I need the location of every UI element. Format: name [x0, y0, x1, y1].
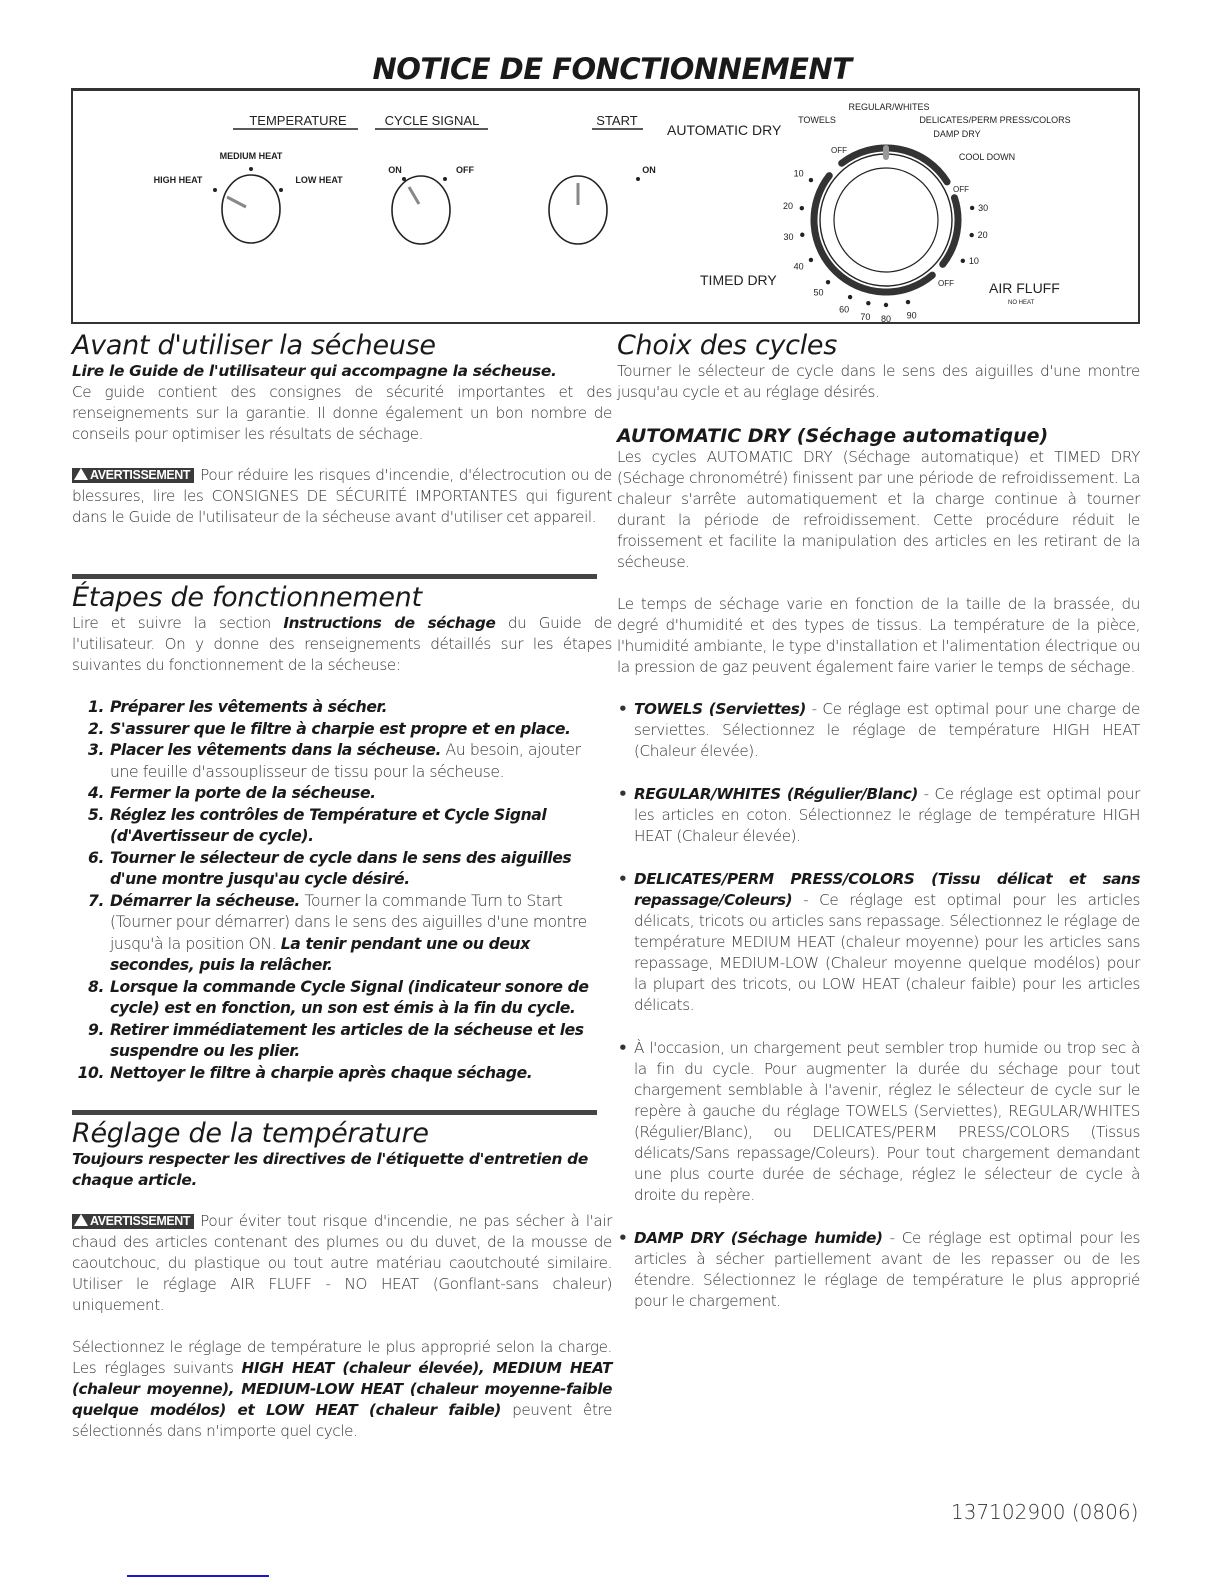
cycle-signal-knob[interactable]: [392, 176, 450, 244]
off-label-top: OFF: [831, 146, 847, 155]
temp-medium-dot: [249, 167, 253, 171]
automatic-dry-para2: Le temps de séchage varie en fonction de la taille de la brassée, du degré d'humidité et des types de tissus. La température de la pièce, l'humidité ambiante, le type d'installation et l'alimentation électrique ou la pression de gaz peuvent également faire varier le temps de séchage.: [617, 595, 1140, 676]
air-fluff-mark-label: 10: [968, 255, 979, 266]
section-temperature: [72, 1118, 612, 1442]
step-item: [72, 977, 612, 1020]
air-fluff-mark-label: 30: [978, 202, 989, 213]
step-bold-text-2: La tenir pendant une ou deux secondes, puis la relâcher.: [110, 934, 530, 974]
step-item: [72, 848, 612, 891]
cycle-signal-on-label: ON: [388, 165, 402, 175]
step-item: [72, 1063, 612, 1085]
cycle-signal-knob-pointer: [409, 187, 419, 204]
step-bold-text: S'assurer que le filtre à charpie est propre et en place.: [110, 719, 571, 738]
step-bold-text: Retirer immédiatement les articles de la sécheuse et les suspendre ou les plier.: [110, 1020, 584, 1060]
timed-dry-mark-dot: [866, 301, 870, 305]
link-underline[interactable]: [127, 1575, 269, 1577]
step-number: 8.: [88, 977, 104, 996]
timed-dry-mark-dot: [800, 233, 804, 237]
start-on-dot: [636, 177, 640, 181]
step-bold-text: Préparer les vêtements à sécher.: [110, 698, 388, 716]
timed-dry-mark-label: 50: [813, 287, 824, 298]
step-number: 5.: [88, 805, 104, 824]
step-number: 6.: [88, 848, 104, 867]
step-bold-text: Nettoyer le filtre à charpie après chaque séchage.: [110, 1063, 533, 1082]
timed-dry-mark-dot: [906, 300, 910, 304]
cycle-bullet-item: [617, 869, 1140, 1016]
temperature-label: TEMPERATURE: [249, 113, 347, 128]
timed-dry-mark-dot: [848, 295, 852, 299]
warning-triangle-icon: [74, 1214, 88, 1226]
step-bold-text: Fermer la porte de la sécheuse.: [110, 784, 376, 802]
steps-list: [72, 697, 612, 1084]
warning-badge: [72, 1214, 194, 1229]
bullet-bold-text: REGULAR/WHITES (Régulier/Blanc): [634, 785, 918, 803]
cycle-bullet-list: [617, 699, 1140, 1312]
step-item: [72, 1020, 612, 1063]
step-item: [72, 805, 612, 848]
step-text: Tourner la commande Turn to Start (Tourner pour démarrer) dans le sens des aiguilles d'une montre jusqu'à la position ON.: [110, 891, 587, 953]
timed-dry-mark-label: 20: [782, 201, 793, 212]
section-steps: [72, 582, 612, 1084]
section-divider: [72, 574, 597, 579]
cycle-selector-pointer: [883, 145, 889, 160]
timed-dry-mark-dot: [826, 280, 830, 284]
temp-low-dot: [279, 188, 283, 192]
cycle-signal-off-label: OFF: [456, 165, 474, 175]
step-bold-text: Démarrer la sécheuse.: [110, 891, 300, 910]
bullet-bold-text: TOWELS (Serviettes): [634, 700, 806, 718]
warning-badge: [72, 468, 194, 483]
control-panel-svg: [73, 91, 1142, 327]
cycle-bullet-item: [617, 1228, 1140, 1312]
temperature-warning: [72, 1211, 612, 1316]
heading-before-use: Avant d'utiliser la sécheuse: [72, 330, 436, 361]
step-number: 10.: [77, 1063, 104, 1082]
start-label: START: [596, 113, 638, 128]
steps-intro: [72, 613, 612, 676]
step-item: [72, 719, 612, 741]
temp-medium-heat-label: MEDIUM HEAT: [219, 151, 283, 161]
timed-dry-mark-label: 80: [880, 314, 892, 324]
cool-down-label: COOL DOWN: [958, 152, 1016, 162]
temperature-para-post: peuvent être sélectionnés dans n'importe quel cycle.: [72, 1401, 613, 1440]
step-number: 7.: [88, 891, 104, 910]
before-use-warning: [72, 465, 612, 528]
steps-intro-post: du Guide de l'utilisateur. On y donne des renseignements détaillés sur les étapes suivantes du fonctionnement de la sécheuse:: [72, 614, 612, 674]
before-use-warning-text: Pour réduire les risques d'incendie, d'électrocution ou de blessures, lire les CONSIGNES DE SÉCURITÉ IMPORTANTES qui figurent dans le Guide de l'utilisateur de la sécheuse avant d'utiliser cet appareil.: [72, 466, 612, 526]
document-code: 137102900 (0806): [951, 1500, 1139, 1524]
temperature-knob-pointer: [227, 197, 246, 207]
timed-dry-mark-dot: [809, 178, 813, 182]
automatic-dry-label: AUTOMATIC DRY: [667, 122, 782, 138]
timed-dry-label: TIMED DRY: [700, 272, 777, 288]
heading-automatic-dry: AUTOMATIC DRY (Séchage automatique): [617, 425, 1049, 447]
bullet-text: - Ce réglage est optimal pour les articles à sécher partiellement avant de les repasser ou de les étendre. Sélectionnez le réglage de température le plus approprié pour le chargement.: [634, 1229, 1140, 1310]
delicates-label: DELICATES/PERM PRESS/COLORS: [919, 115, 1071, 125]
timed-dry-mark-dot: [884, 303, 888, 307]
temperature-para-bold: HIGH HEAT (chaleur élevée), MEDIUM HEAT (chaleur moyenne), MEDIUM-LOW HEAT (chaleur moyenne-faible quelque modélos) et LOW HEAT (chaleur faible): [72, 1359, 613, 1419]
cycle-signal-off-dot: [443, 177, 447, 181]
timed-dry-mark-dot: [800, 206, 804, 210]
bullet-bold-text: DAMP DRY (Séchage humide): [634, 1229, 883, 1247]
bullet-bold-text: DELICATES/PERM PRESS/COLORS (Tissu délicat et sans repassage/Coleurs): [634, 870, 1140, 909]
step-bold-text: Tourner le sélecteur de cycle dans le sens des aiguilles d'une montre jusqu'au cycle désiré.: [110, 848, 572, 888]
cycle-selector-knob[interactable]: [834, 168, 938, 272]
section-divider: [72, 1110, 597, 1115]
bullet-text: - Ce réglage est optimal pour les articles délicats, tricots ou articles sans repassage. Sélectionnez le réglage de température MEDIUM HEAT (chaleur moyenne) pour les articles sans repassage, MEDIUM-LOW (Chaleur moyenne quelque modélos) pour la plupart des tricots, ou LOW HEAT (chaleur faible) pour les articles délicats.: [634, 891, 1140, 1014]
step-item: [72, 783, 612, 805]
before-use-lead: Lire le Guide de l'utilisateur qui accompagne la sécheuse.: [72, 362, 557, 380]
temp-high-dot: [213, 188, 217, 192]
warning-triangle-icon: [74, 468, 88, 480]
automatic-dry-para1: Les cycles AUTOMATIC DRY (Séchage automatique) et TIMED DRY (Séchage chronométré) finissent par une période de refroidissement. La chaleur s'arrête automatiquement et la charge continue à tourner durant la période de refroidissement. Cette procédure réduit le froissement et facilite la manipulation des articles en les retirant de la sécheuse.: [617, 448, 1140, 571]
bullet-text: - Ce réglage est optimal pour une charge de serviettes. Sélectionnez le réglage de température HIGH HEAT (Chaleur élevée).: [634, 700, 1140, 760]
page-title: NOTICE DE FONCTIONNEMENT: [372, 52, 852, 86]
step-number: 1.: [88, 698, 104, 716]
bullet-icon: •: [618, 870, 628, 888]
off-label-bottom: OFF: [938, 279, 954, 288]
step-number: 4.: [88, 784, 104, 802]
control-panel-diagram: [71, 88, 1140, 324]
air-fluff-no-heat-label: NO HEAT: [1008, 300, 1035, 306]
steps-intro-link-text: Instructions de séchage: [283, 614, 496, 632]
temperature-para: [72, 1337, 612, 1442]
timed-dry-mark-label: 60: [839, 304, 850, 315]
off-label-right: OFF: [953, 185, 969, 194]
timed-dry-mark-label: 30: [783, 232, 794, 243]
bullet-icon: •: [618, 1039, 628, 1057]
cycles-intro: Tourner le sélecteur de cycle dans le sens des aiguilles d'une montre jusqu'au cycle et au réglage désirés.: [617, 362, 1140, 401]
heading-cycles: Choix des cycles: [617, 330, 837, 361]
step-item: [72, 697, 612, 719]
step-text: Au besoin, ajouter une feuille d'assouplisseur de tissu pour la sécheuse.: [110, 741, 581, 781]
cycle-bullet-item: [617, 784, 1140, 847]
cycle-selector-outer-ring: [820, 154, 952, 286]
step-item: [72, 891, 612, 977]
temperature-lead: Toujours respecter les directives de l'étiquette d'entretien de chaque article.: [72, 1150, 589, 1189]
step-bold-text: Lorsque la commande Cycle Signal (indicateur sonore de cycle) est en fonction, un son est émis à la fin du cycle.: [110, 977, 589, 1017]
steps-intro-pre: Lire et suivre la section: [72, 614, 284, 632]
towels-label: TOWELS: [798, 115, 836, 125]
air-fluff-mark-dot: [969, 233, 973, 237]
step-number: 2.: [88, 719, 104, 738]
heading-temperature: Réglage de la température: [72, 1118, 429, 1149]
bullet-text: À l'occasion, un chargement peut sembler trop humide ou trop sec à la fin du cycle. Pour augmenter la durée du séchage pour tout chargement semblable à l'avenir, réglez le sélecteur de cycle sur le repère à gauche du réglage TOWELS (Serviettes), REGULAR/WHITES (Régulier/Blanc), ou DELICATES/PERM PRESS/COLORS (Tissus délicats/Sans repassage/Coleurs). Pour tout chargement demandant une plus courte durée de séchage, réglez le sélecteur de cycle à droite du repère.: [634, 1039, 1140, 1204]
temp-low-heat-label: LOW HEAT: [295, 175, 343, 185]
step-bold-text: Placer les vêtements dans la sécheuse.: [110, 741, 441, 759]
warning-badge-text: AVERTISSEMENT: [90, 1214, 191, 1228]
cycle-bullet-item: [617, 1038, 1140, 1206]
timed-dry-mark-dot: [809, 258, 813, 262]
step-item: [72, 740, 612, 783]
temperature-para-pre: Sélectionnez le réglage de température le plus approprié selon la charge. Les réglages suivants: [72, 1338, 612, 1377]
bullet-text: - Ce réglage est optimal pour les articles en coton. Sélectionnez le réglage de température HIGH HEAT (Chaleur élevée).: [634, 785, 1140, 845]
damp-dry-label: DAMP DRY: [933, 129, 981, 139]
warning-badge-text: AVERTISSEMENT: [90, 468, 191, 482]
temp-high-heat-label: HIGH HEAT: [153, 175, 203, 185]
start-on-label: ON: [642, 165, 656, 175]
step-number: 9.: [88, 1020, 104, 1039]
section-cycles: [617, 330, 1140, 1334]
temperature-warning-text: Pour éviter tout risque d'incendie, ne pas sécher à l'air chaud des articles contenant des plumes ou du duvet, de la mousse de caoutchouc, du plastique ou tout autre matériau caoutchouté similaire. Utiliser le réglage AIR FLUFF - NO HEAT (Gonflant-sans chaleur) uniquement.: [72, 1212, 612, 1314]
temperature-knob[interactable]: [222, 175, 280, 243]
heading-steps: Étapes de fonctionnement: [72, 582, 422, 613]
timed-dry-mark-label: 40: [793, 261, 804, 272]
air-fluff-mark-dot: [970, 206, 974, 210]
timed-dry-mark-label: 70: [860, 311, 871, 322]
timed-dry-mark-label: 90: [906, 310, 917, 321]
section-before-use: [72, 330, 612, 528]
air-fluff-label: AIR FLUFF: [989, 280, 1060, 296]
cycle-bullet-item: [617, 699, 1140, 762]
cycle-signal-label: CYCLE SIGNAL: [384, 113, 480, 128]
before-use-body: Ce guide contient des consignes de sécurité importantes et des renseignements sur la garantie. Il donne également un bon nombre de conseils pour optimiser les résultats de séchage.: [72, 383, 612, 443]
cycle-selector-bands: [814, 148, 958, 292]
timed-dry-band: [814, 176, 932, 292]
air-fluff-mark-label: 20: [977, 230, 988, 241]
step-bold-text: Réglez les contrôles de Température et Cycle Signal (d'Avertisseur de cycle).: [110, 805, 547, 845]
regular-whites-label: REGULAR/WHITES: [848, 102, 930, 112]
bullet-icon: •: [618, 785, 628, 803]
timed-dry-mark-label: 10: [793, 168, 804, 179]
air-fluff-mark-dot: [961, 259, 965, 263]
bullet-icon: •: [618, 700, 628, 718]
step-number: 3.: [88, 741, 104, 759]
bullet-icon: •: [618, 1229, 628, 1247]
